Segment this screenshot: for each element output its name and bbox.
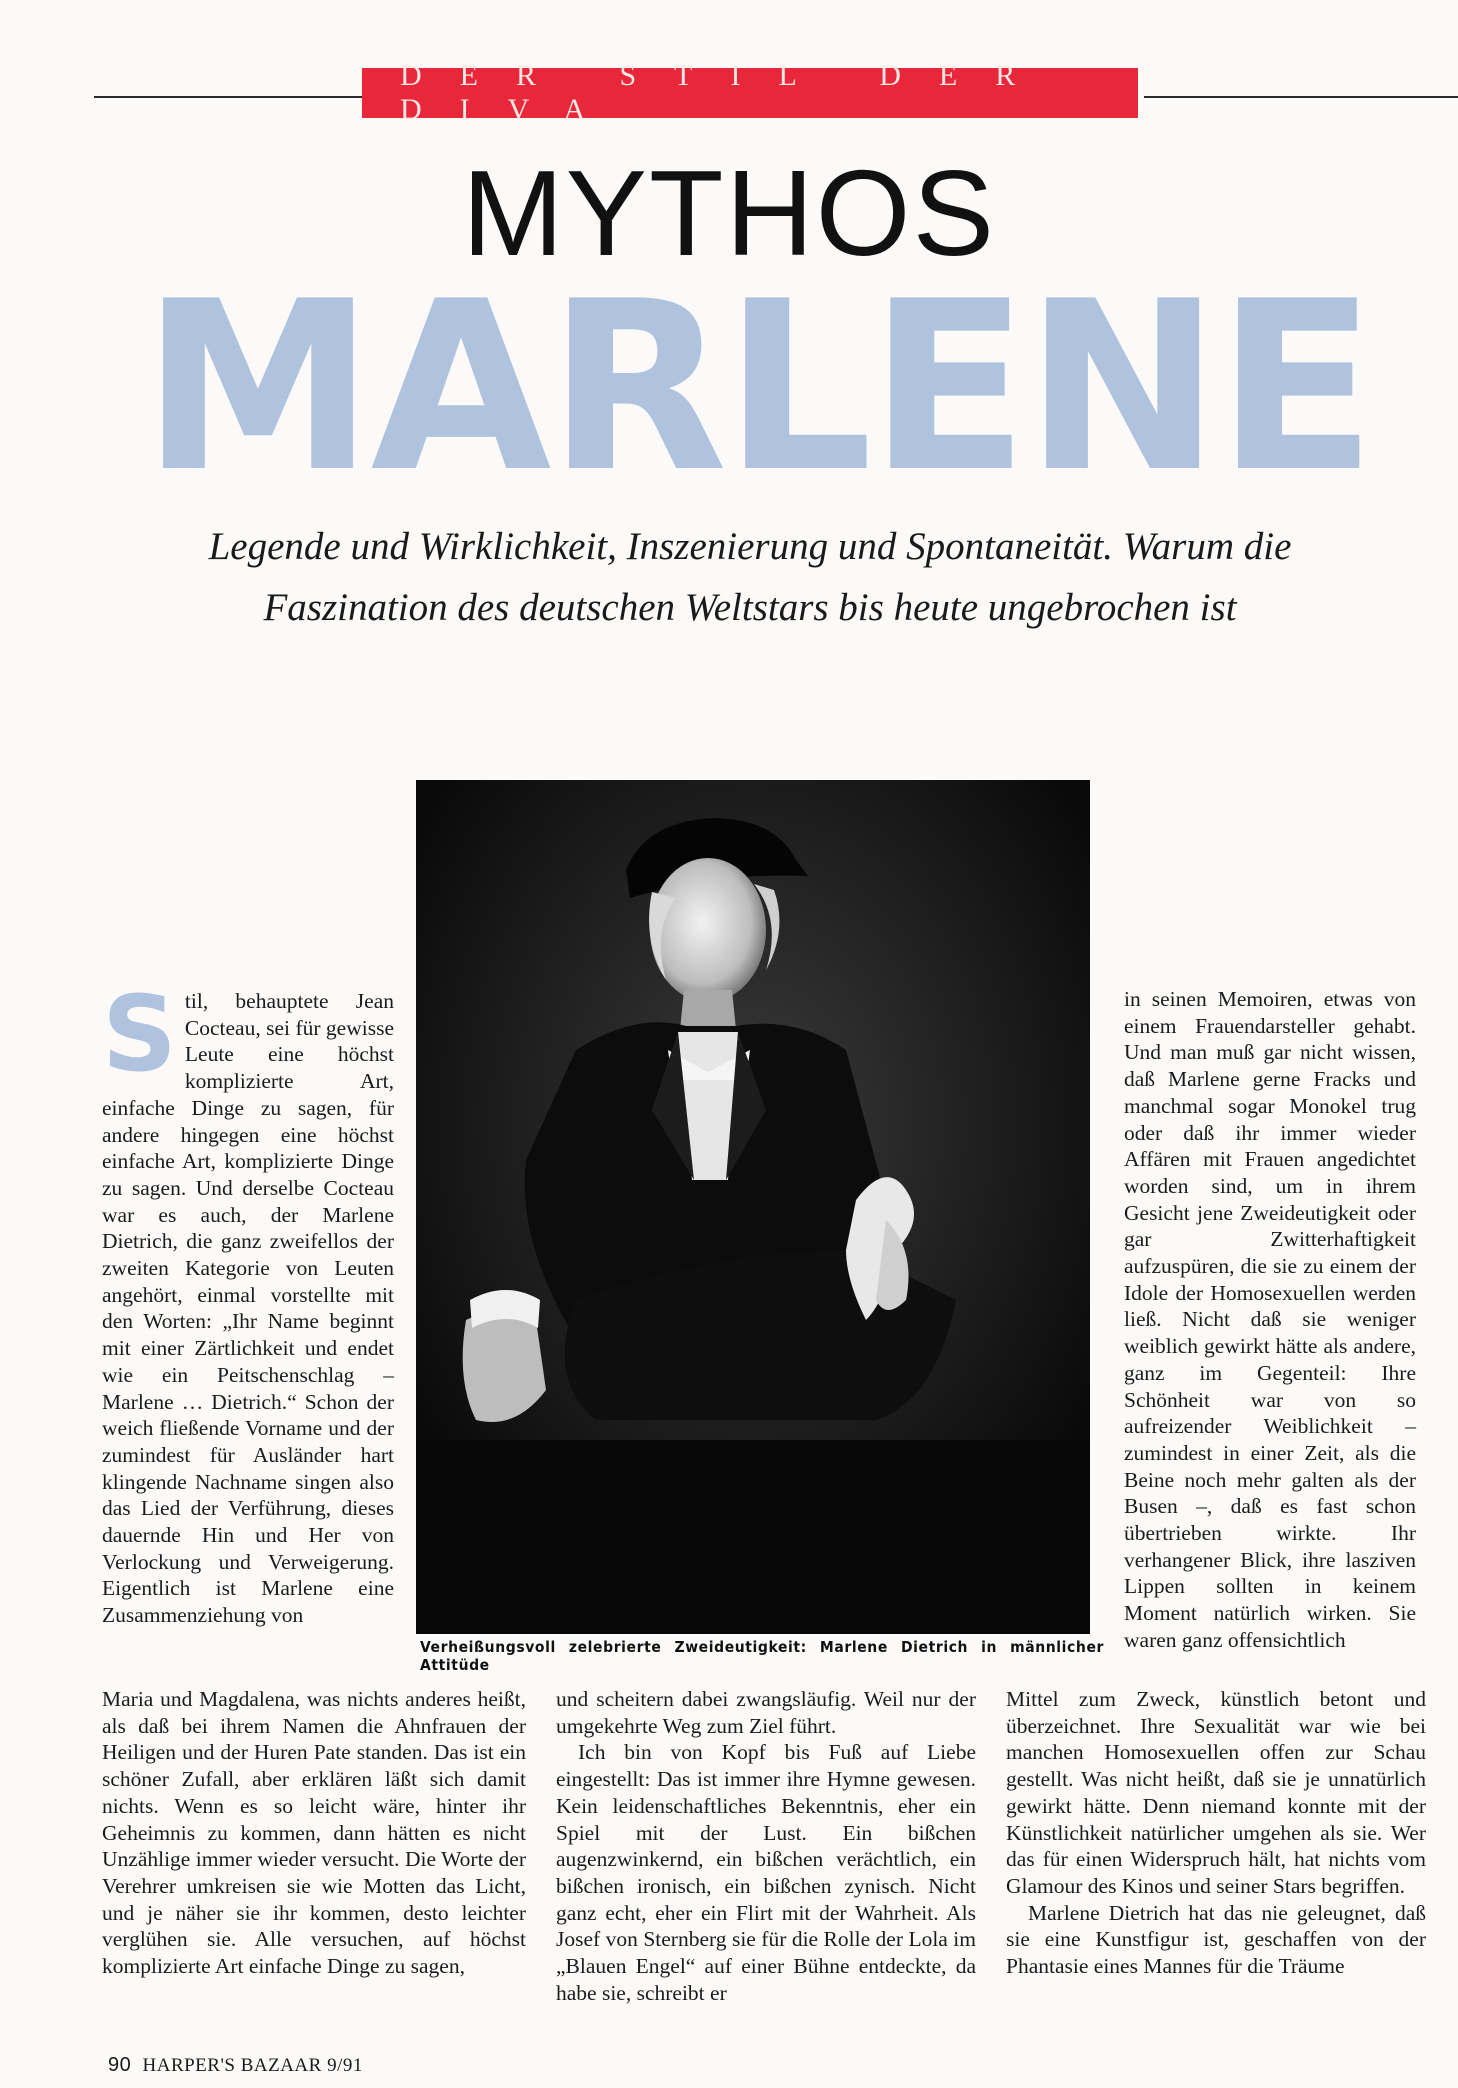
section-kicker: DER STIL DER DIVA xyxy=(362,68,1138,118)
column-1-top-text: til, behauptete Jean Cocteau, sei für gewisse Leute eine höchst komplizierte Art, einfache Dinge zu sagen, für andere hingegen eine höchst einfache Art, komplizierte Dinge zu sagen. Und derselbe Cocteau war es auch, der Marlene Dietrich, die ganz zweifellos der zweiten Kategorie von Leuten angehört, einmal vorstellte mit den Worten: „Ihr Name beginnt mit einer Zärtlichkeit und endet wie ein Peitschenschlag – Marlene … Dietrich.“ Schon der weich fließende Vorname und der zumindest für Ausländer hart klingende Nachname singen also das Lied der Verführung, dieses dauernde Hin und Her von Verlockung und Verweigerung. Eigentlich ist Marlene eine Zusammenziehung von xyxy=(102,989,394,1628)
marlene-portrait-illustration xyxy=(416,780,1090,1634)
issue-number: 9/91 xyxy=(327,2055,363,2076)
header-rule-right xyxy=(1144,96,1458,98)
page-footer xyxy=(108,2054,363,2077)
article-deck: Legende und Wirklichkeit, Inszenierung und Spontaneität. Warum die Faszination des deutschen Weltstars bis heute ungebrochen ist xyxy=(208,525,1292,629)
column-1-top xyxy=(102,973,394,1629)
drop-cap: S xyxy=(102,973,177,1095)
column-3-paragraph-2: Marlene Dietrich hat das nie geleugnet, daß sie eine Kunstfigur ist, geschaffen von der Phantasie eines Mannes für die Träume xyxy=(1006,1900,1426,1979)
column-3-top: in seinen Memoiren, etwas von einem Frauendarsteller gehabt. Und man muß gar nicht wissen, daß Marlene gerne Fracks und manchmal sogar Monokel trug oder daß ihr immer wieder Affären mit Frauen angedichtet worden sind, um in ihrem Gesicht jene Zweideutigkeit oder gar Zwitterhaftigkeit aufzuspüren, die sie zu einem der Idole der Homosexuellen werden ließ. Nicht daß sie weniger weiblich gewirkt hätte als andere, ganz im Gegenteil: Ihre Schönheit war von so aufreizender Weiblichkeit – zumindest in einer Zeit, als die Beine noch mehr galten als der Busen –, daß es fast schon übertrieben wirkte. Ihr verhangener Blick, ihre lasziven Lippen sollten in keinem Moment natürlich wirken. Sie waren ganz offensichtlich xyxy=(1124,987,1416,1652)
column-2-paragraph-1: und scheitern dabei zwangsläufig. Weil nur der umgekehrte Weg zum Ziel führt. xyxy=(556,1687,976,1738)
column-1-bottom: Maria und Magdalena, was nichts anderes heißt, als daß bei ihrem Namen die Ahnfrauen der Heiligen und der Huren Pate standen. Das ist ein schöner Zufall, aber erklären läßt sich damit nichts. Wenn es so leicht wäre, hinter ihr Geheimnis zu kommen, dann hätten es nicht Unzählige immer wieder versucht. Die Worte der Verehrer umkreisen sie wie Motten das Licht, und je näher sie ihr kommen, desto leichter verglühen sie. Alle versuchen, auf höchst komplizierte Art einfache Dinge zu sagen, xyxy=(102,1687,526,1979)
magazine-name: HARPER'S BAZAAR xyxy=(142,2055,322,2076)
column-3-bottom xyxy=(1006,1686,1426,1980)
headline-mythos: MYTHOS xyxy=(462,145,996,281)
column-2-paragraph-2: Ich bin von Kopf bis Fuß auf Liebe eingestellt: Das ist immer ihre Hymne gewesen. Kein leidenschaftliches Bekenntnis, eher ein Spiel mit der Lust. Ein bißchen augenzwinkernd, ein bißchen verächtlich, ein bißchen ironisch, ein bißchen zynisch. Nicht ganz echt, eher ein Flirt mit der Wahrheit. Als Josef von Sternberg sie für die Rolle der Lola im „Blauen Engel“ auf einer Bühne entdeckte, da habe sie, schreibt er xyxy=(556,1740,976,2005)
portrait-photo xyxy=(416,780,1090,1634)
header-rule-left xyxy=(94,96,364,98)
column-2 xyxy=(556,1686,976,2006)
headline-marlene: MARLENE xyxy=(141,252,1373,524)
column-3-paragraph-1: Mittel zum Zweck, künstlich betont und überzeichnet. Ihre Sexualität war wie bei manchen Homosexuellen offen zur Schau gestellt. Was nicht heißt, daß sie je unnatürlich gewirkt hätte. Denn niemand konnte mit der Künstlichkeit natürlicher umgehen als sie. Wer das für einen Widerspruch hält, hat nichts vom Glamour des Kinos und seiner Stars begriffen. xyxy=(1006,1687,1426,1898)
photo-caption: Verheißungsvoll zelebrierte Zweideutigkeit: Marlene Dietrich in männlicher Attitüde xyxy=(420,1638,1104,1674)
page-number: 90 xyxy=(108,2054,132,2076)
